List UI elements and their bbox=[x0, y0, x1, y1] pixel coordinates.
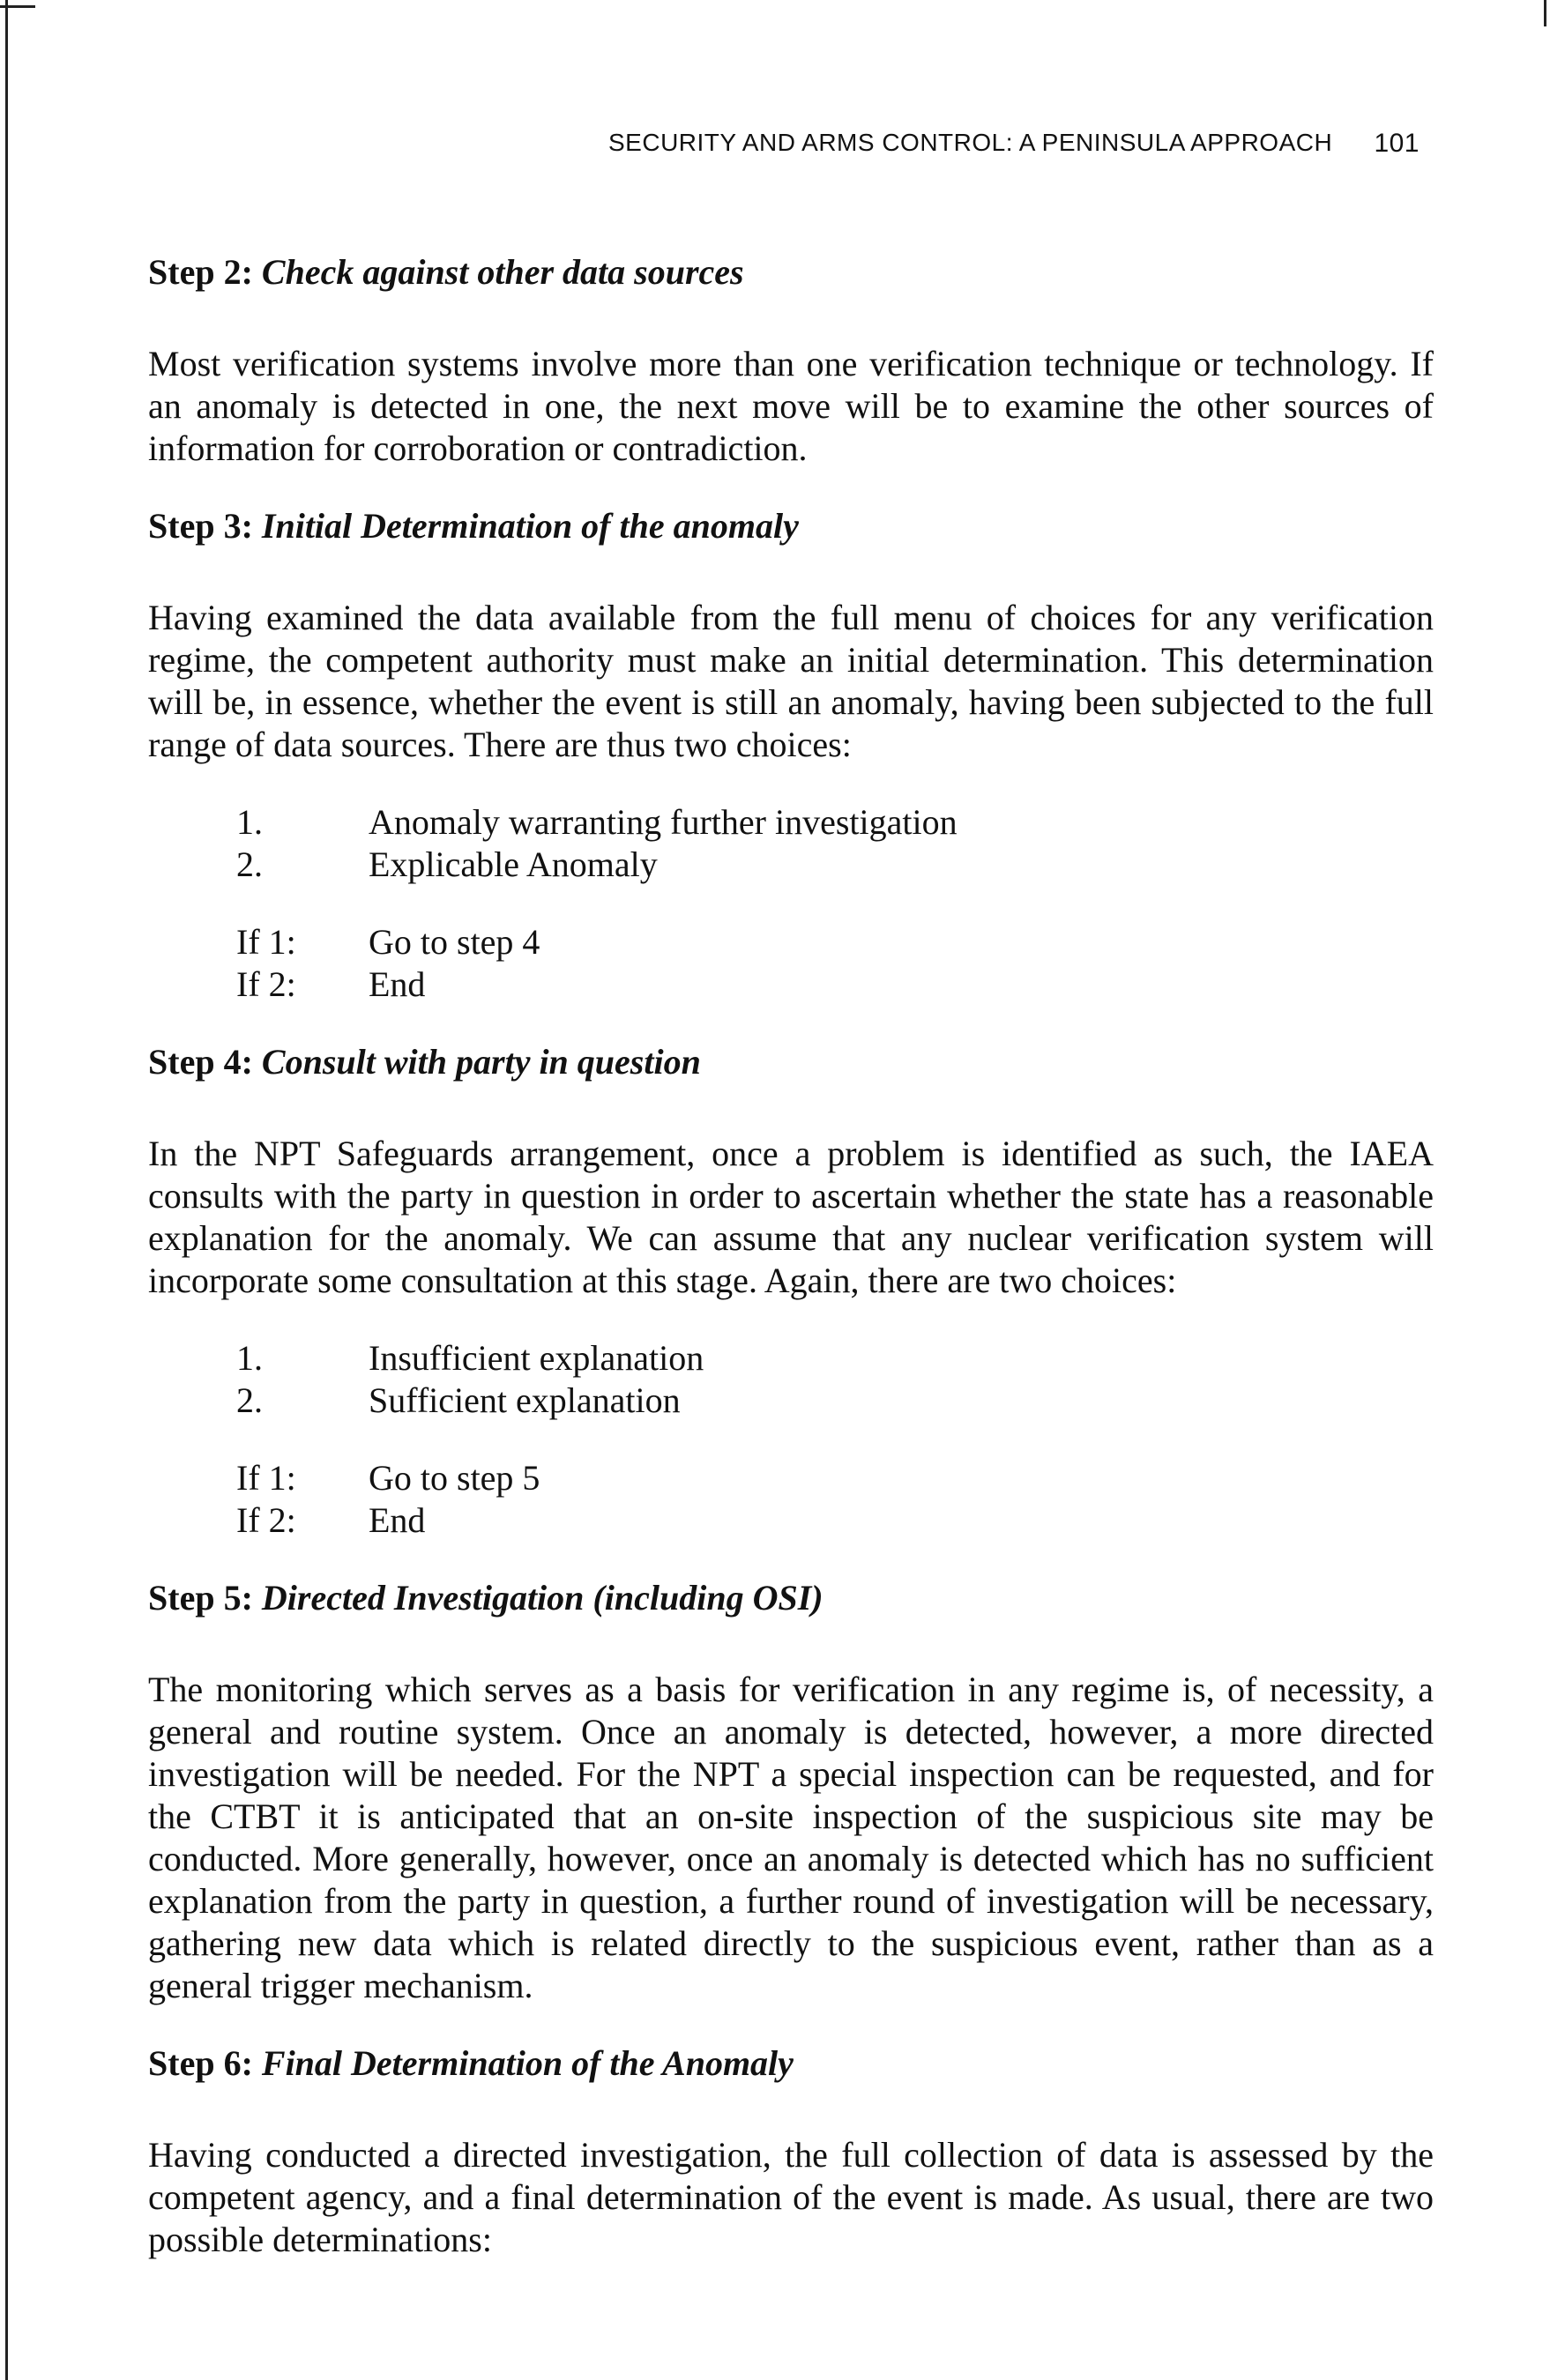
list-item-number: 2. bbox=[236, 1380, 263, 1420]
step-title: Directed Investigation (including OSI) bbox=[261, 1578, 823, 1618]
step-4-outcomes bbox=[148, 1457, 1434, 1542]
step-title: Check against other data sources bbox=[261, 252, 744, 292]
list-item-text: Explicable Anomaly bbox=[369, 844, 658, 884]
scan-edge-right bbox=[1544, 0, 1546, 26]
step-4-choices bbox=[148, 1337, 1434, 1422]
scan-edge-top bbox=[0, 5, 35, 8]
step-label: Step 4: bbox=[148, 1042, 253, 1082]
list-item-number: 1. bbox=[236, 1338, 263, 1378]
list-item bbox=[148, 801, 1434, 844]
step-title: Initial Determination of the anomaly bbox=[261, 506, 799, 546]
step-4-paragraph: In the NPT Safeguards arrangement, once a problem is identified as such, the IAEA consults with the party in question in order to ascertain whether the state has a reasonable explanation for the anomaly. We can assume that any nuclear verification system will incorporate some consultation at this stage. Again, there are two choices: bbox=[148, 1134, 1434, 1300]
list-item-text: Anomaly warranting further investigation bbox=[369, 802, 958, 842]
step-label: Step 5: bbox=[148, 1578, 253, 1618]
step-3-heading bbox=[148, 505, 1434, 547]
list-item bbox=[148, 1499, 1434, 1542]
list-item-text: Go to step 4 bbox=[369, 922, 540, 962]
list-item-text: End bbox=[369, 1500, 426, 1540]
list-item-text: Go to step 5 bbox=[369, 1458, 540, 1498]
list-item-text: Sufficient explanation bbox=[369, 1380, 681, 1420]
step-3-paragraph: Having examined the data available from the full menu of choices for any verification regime, the competent authority must make an initial determination. This determination will be, in essence, whether the event is still an anomaly, having been subjected to the full range of data sources. There are thus two choices: bbox=[148, 598, 1434, 764]
scan-edge-left bbox=[5, 0, 8, 2380]
step-6-section bbox=[148, 2042, 1434, 2261]
step-2-paragraph: Most verification systems involve more than one verification technique or technology. If an anomaly is detected in one, the next move will be to examine the other sources of information for corroboration or contradiction. bbox=[148, 344, 1434, 468]
step-4-section bbox=[148, 1041, 1434, 1542]
list-item-number: 2. bbox=[236, 844, 263, 884]
step-title: Consult with party in question bbox=[261, 1042, 701, 1082]
step-3-choices bbox=[148, 801, 1434, 886]
step-label: Step 2: bbox=[148, 252, 253, 292]
list-item-number: If 2: bbox=[236, 1500, 296, 1540]
list-item bbox=[148, 963, 1434, 1006]
step-3-section bbox=[148, 505, 1434, 1006]
step-5-paragraph: The monitoring which serves as a basis for verification in any regime is, of necessity, a general and routine system. Once an anomaly is detected, however, a more directed investigation will be needed. For the NPT a special inspection can be requested, and for the CTBT it is anticipated that an on-site inspection of the suspicious site may be conducted. More generally, however, once an anomaly is detected which has no sufficient explanation from the party in question, a further round of investigation will be necessary, gathering new data which is related directly to the suspicious event, rather than as a general trigger mechanism. bbox=[148, 1670, 1434, 2005]
step-2-section bbox=[148, 251, 1434, 470]
list-item bbox=[148, 1337, 1434, 1380]
step-6-heading bbox=[148, 2042, 1434, 2085]
step-title: Final Determination of the Anomaly bbox=[261, 2043, 794, 2083]
running-head-title: SECURITY AND ARMS CONTROL: A PENINSULA APPROACH bbox=[608, 129, 1333, 156]
list-item-number: If 2: bbox=[236, 964, 296, 1004]
list-item bbox=[148, 921, 1434, 963]
list-item bbox=[148, 1457, 1434, 1499]
list-item-number: If 1: bbox=[236, 922, 296, 962]
step-2-heading bbox=[148, 251, 1434, 294]
list-item bbox=[148, 1380, 1434, 1422]
page-body bbox=[148, 251, 1434, 2261]
step-3-outcomes bbox=[148, 921, 1434, 1006]
step-5-section bbox=[148, 1577, 1434, 2007]
list-item-number: If 1: bbox=[236, 1458, 296, 1498]
page-number: 101 bbox=[1374, 129, 1420, 158]
step-label: Step 3: bbox=[148, 506, 253, 546]
list-item-text: End bbox=[369, 964, 426, 1004]
step-5-heading bbox=[148, 1577, 1434, 1619]
step-label: Step 6: bbox=[148, 2043, 253, 2083]
list-item bbox=[148, 844, 1434, 886]
list-item-number: 1. bbox=[236, 802, 263, 842]
step-6-paragraph: Having conducted a directed investigation, the full collection of data is assessed by the competent agency, and a final determination of the event is made. As usual, there are two possible determinations: bbox=[148, 2135, 1434, 2259]
running-head bbox=[608, 129, 1420, 159]
list-item-text: Insufficient explanation bbox=[369, 1338, 704, 1378]
step-4-heading bbox=[148, 1041, 1434, 1083]
